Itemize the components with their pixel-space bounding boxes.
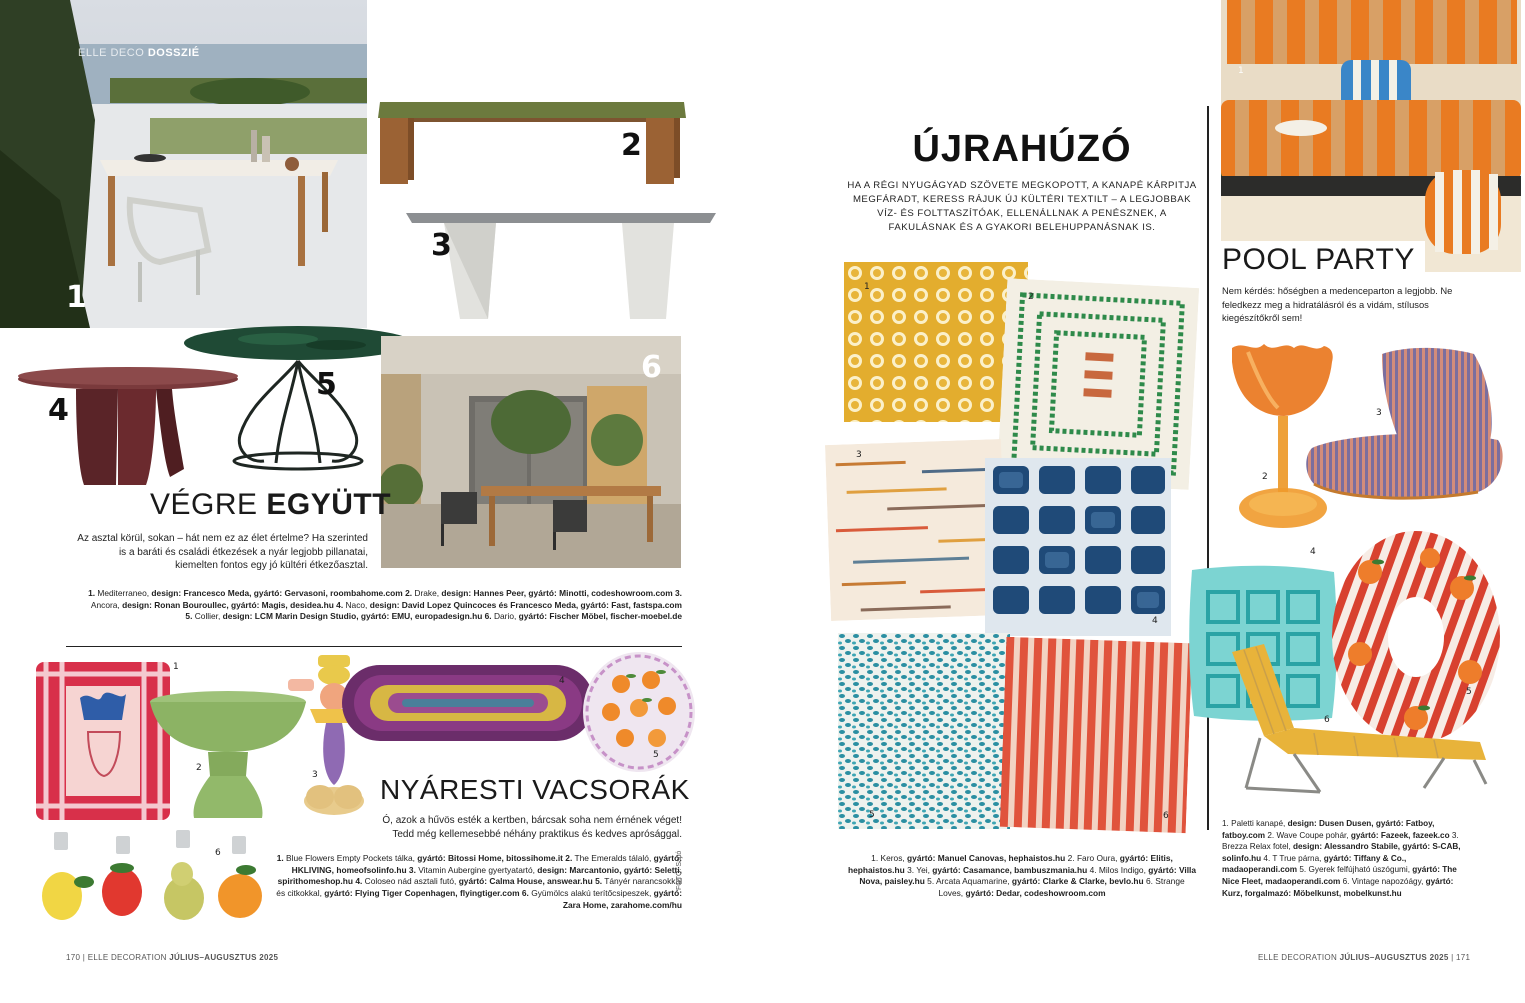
textiles-heading: ÚJRAHÚZÓ — [912, 128, 1132, 170]
dinner-number-3: 3 — [312, 770, 318, 780]
dinner-number-4: 4 — [559, 676, 565, 686]
photo-tablecloth-clips — [36, 822, 276, 924]
swatch-strange-loves — [1000, 637, 1193, 833]
section-label-prefix: ELLE DECO — [78, 47, 145, 59]
item-number-2: 2 — [621, 128, 642, 163]
section-label-name: DOSSZIÉ — [147, 47, 200, 59]
pool-number-4: 4 — [1310, 547, 1316, 557]
textile-number-6: 6 — [1163, 811, 1169, 821]
textiles-intro: HA A RÉGI NYUGÁGYAD SZÖVETE MEGKOPOTT, A KANAPÉ KÁRPITJA MEGFÁRADT, KERESS RÁJUK ÚJ KÜLTÉRI TEXTILT – A LEGJOBBAK VÍZ- ÉS FOLTTASZÍTÓAK, ELLENÁLLNAK A PENÉSZNEK, A FAKULÁSNAK ÉS A GYAKORI BELEHUPPANÁSNAK IS. — [847, 180, 1197, 233]
credit-item: 6. Dario, gyártó: Fischer Möbel, fischer-moebel.de — [484, 611, 682, 622]
pool-number-6: 6 — [1324, 715, 1330, 725]
photo-table-ancora — [404, 205, 718, 323]
dinner-number-2: 2 — [196, 763, 202, 773]
folio-magazine: ELLE DECORATION — [87, 953, 167, 962]
credit-item: 5. Collier, design: LCM Marin Design Studio, gyártó: EMU, europadesign.hu — [185, 611, 483, 622]
credit-item: 3. Vitamin Aubergine gyertyatartó, design: Marcantonio, gyártó: Seletti, spirithomeshop.hu — [277, 864, 682, 887]
textile-number-2: 2 — [1028, 292, 1034, 302]
section-label — [78, 47, 200, 59]
credit-item: 1. Paletti kanapé, design: Dusen Dusen, gyártó: Fatboy, fatboy.com — [1222, 819, 1435, 840]
dinner-number-6: 6 — [215, 848, 221, 858]
section-divider — [66, 646, 682, 647]
photo-runner-coloseo — [340, 663, 596, 743]
credit-item: 6. Vintage napozóágy, gyártó: Kurz, forgalmazó: Möbelkunst, mobelkunst.hu — [1222, 876, 1454, 898]
tables-heading-bold: EGYÜTT — [266, 488, 392, 521]
photo-chair-brezza — [1302, 344, 1514, 504]
folio-page-number: 170 — [66, 953, 81, 962]
dinner-credits — [274, 850, 683, 912]
tables-credits — [82, 588, 682, 623]
tables-intro: Az asztal körül, sokan – hát nem ez az élet értelme? Ha szerinted is a baráti és családi étkezések a nyár legjobb pillanatai, kiemelten fontos egy jó kültéri étkezőasztal. — [77, 533, 368, 571]
pool-intro: Nem kérdés: hőségben a medenceparton a legjobb. Ne feledkezz meg a hidratálásról és a vidám, stílusos kiegészítőkről sem! — [1222, 285, 1453, 323]
credit-item: 3. Brezza Relax fotel, design: Alessandro Stabile, gyártó: S-CAB, solinfo.hu — [1222, 830, 1461, 863]
credit-item: 3. Yei, gyártó: Casamance, bambuszmania.hu — [907, 864, 1088, 875]
dinner-number-5: 5 — [653, 750, 659, 760]
dinner-intro: Ó, azok a hűvös esték a kertben, bárcsak soha nem érnének véget! Tedd még kellemesebbé néhány praktikus és kedves aprósággal. — [382, 815, 682, 840]
photo-sofa-paletti — [1221, 0, 1521, 272]
folio-page-number: 171 — [1456, 953, 1471, 962]
item-number-5: 5 — [316, 367, 337, 402]
credit-item: 3. Ancora, design: Ronan Bouroullec, gyártó: Magis, desidea.hu — [90, 588, 682, 610]
photo-credit: FOTÓ: Sajtó — [676, 850, 683, 890]
textile-number-4: 4 — [1152, 616, 1158, 626]
pool-heading: POOL PARTY — [1214, 241, 1425, 277]
textile-number-5: 5 — [869, 810, 875, 820]
photo-table-drake — [374, 96, 694, 192]
pool-credits — [1222, 818, 1468, 899]
pool-number-5: 5 — [1466, 687, 1472, 697]
folio-right — [1258, 953, 1470, 962]
credit-item: 5. Gyerek felfújható úszógumi, gyártó: The Nice Fleet, madaoperandi.com — [1222, 865, 1457, 886]
textiles-credits — [846, 853, 1198, 900]
credit-item: 1. Mediterraneo, design: Francesco Meda, gyártó: Gervasoni, roombahome.com — [88, 588, 403, 598]
tables-heading-light: VÉGRE — [150, 488, 258, 521]
credit-item: 1. Blue Flowers Empty Pockets tálka, gyártó: Bitossi Home, bitossihome.it — [276, 853, 563, 863]
swatch-milos-indigo — [985, 458, 1171, 636]
folio-separator: | — [1451, 953, 1457, 962]
credit-item: 6. Gyümölcs alakú terítőcsipeszek, gyártó: Zara Home, zarahome.com/hu — [521, 888, 682, 910]
dinner-heading: NYÁRESTI VACSORÁK — [380, 774, 690, 805]
credit-item: 2. The Emeralds tálaló, gyártó: HKLIVING, homeofsolinfo.hu — [291, 853, 682, 875]
credit-item: 4. Naco, design: David Lopez Quincoces és Francesco Meda, gyártó: Fast, fastspa.com — [336, 599, 682, 610]
credit-item: 1. Keros, gyártó: Manuel Canovas, hephaistos.hu — [871, 853, 1066, 863]
folio-magazine: ELLE DECORATION — [1258, 953, 1338, 962]
tables-heading — [150, 488, 392, 522]
folio-issue: JÚLIUS–AUGUSZTUS 2025 — [1339, 953, 1449, 962]
pool-number-1: 1 — [1238, 66, 1244, 76]
credit-item: 5. Arcata Aquamarine, gyártó: Clarke & Clarke, bevlo.hu — [927, 876, 1144, 887]
credit-item: 5. Tányér narancsokkal és citkokkal, gyártó: Flying Tiger Copenhagen, flyingtiger.com — [276, 876, 682, 899]
credit-item: 4. T True párna, gyártó: Tiffany & Co., madaoperandi.com — [1222, 853, 1407, 875]
credit-item: 4. Milos Indigo, gyártó: Villa Nova, paisley.hu — [859, 864, 1197, 887]
pool-number-3: 3 — [1376, 408, 1382, 418]
item-number-4: 4 — [48, 393, 69, 428]
swatch-yei — [825, 439, 1007, 621]
folio-issue: JÚLIUS–AUGUSZTUS 2025 — [169, 953, 279, 962]
item-number-6: 6 — [641, 350, 662, 385]
photo-table-dario — [381, 336, 681, 568]
photo-plate-oranges — [581, 650, 696, 775]
credit-item: 2. Faro Oura, gyártó: Elitis, hephaistos.hu — [847, 853, 1173, 875]
folio-separator: | — [82, 953, 88, 962]
credit-item: 2. Wave Coupe pohár, gyártó: Fazeek, fazeek.co — [1267, 830, 1450, 840]
credit-item: 2. Drake, design: Hannes Peer, gyártó: Minotti, codeshowroom.com — [405, 588, 673, 598]
swatch-arcata-aquamarine — [838, 633, 1010, 829]
folio-left — [66, 953, 278, 962]
dinner-number-1: 1 — [173, 662, 179, 672]
item-number-3: 3 — [431, 228, 452, 263]
textile-number-1: 1 — [864, 282, 870, 292]
credit-item: 4. Coloseo nád asztali futó, gyártó: Calma House, answear.hu — [355, 876, 593, 887]
textile-number-3: 3 — [856, 450, 862, 460]
credit-item: 6. Strange Loves, gyártó: Dedar, codeshowroom.com — [938, 876, 1185, 899]
photo-sunlounger-vintage — [1224, 638, 1492, 796]
pool-number-2: 2 — [1262, 472, 1268, 482]
item-number-1: 1 — [66, 280, 87, 315]
